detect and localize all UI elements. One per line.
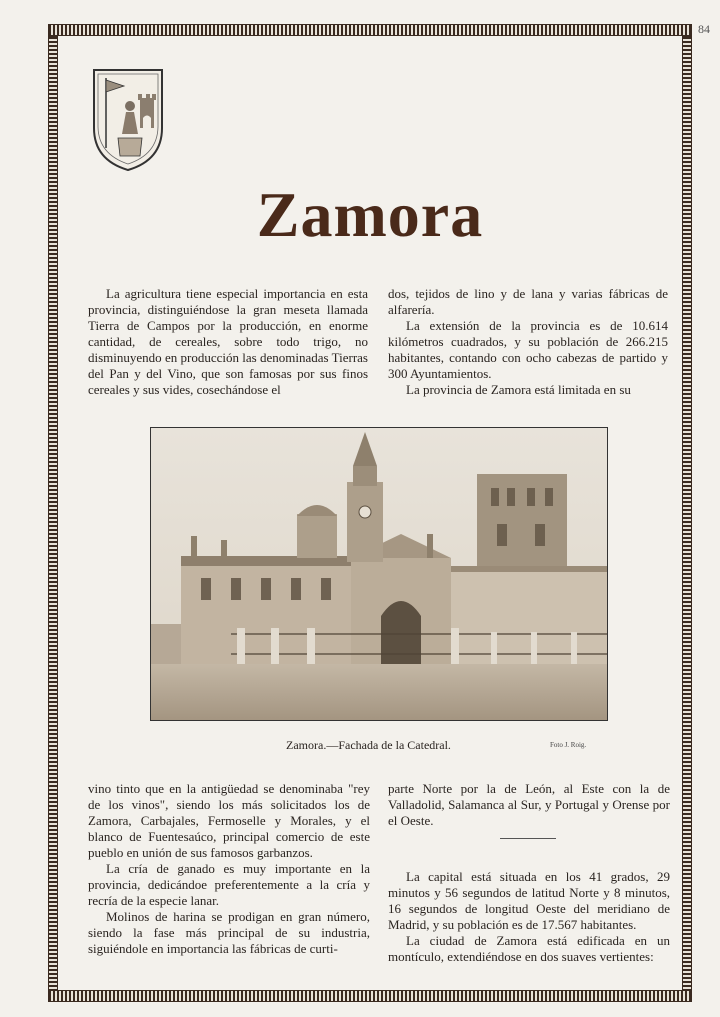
photo-caption: Zamora.—Fachada de la Catedral. bbox=[286, 738, 451, 752]
paragraph: vino tinto que en la antigüedad se denominaba "rey de los vinos", siendo los más solicitados los de Zamora, Carbajales, Fermoselle y Morales, y el blanco de Fuentesaúco, principal comercio de este pueblo en unión de sus famosos garbanzos. bbox=[88, 781, 370, 860]
paragraph: La agricultura tiene especial importancia en esta provincia, distinguiéndose la gran meseta llamada Tierra de Campos por la producción, en enorme cantidad, de cereales, sobre todo trigo, no disminuyendo en producción las denominadas Tierras del Pan y del Vino, que son famosas por sus finos cereales y sus vides, cosechándose el bbox=[88, 286, 368, 397]
article-column-top-left bbox=[88, 286, 368, 398]
decorative-border-bottom bbox=[48, 990, 692, 1002]
page-number: 84 bbox=[698, 22, 710, 36]
paragraph: La ciudad de Zamora está edificada en un montículo, extendiéndose en dos suaves vertientes: bbox=[388, 933, 670, 964]
paragraph: La provincia de Zamora está limitada en su bbox=[406, 382, 631, 397]
paragraph: Molinos de harina se prodigan en gran número, siendo la fase más principal de su industria, siguiéndole en importancia las fábricas de curti- bbox=[88, 909, 370, 956]
cathedral-photo bbox=[150, 427, 608, 721]
coat-of-arms-icon bbox=[90, 68, 166, 172]
article-column-bottom-right bbox=[388, 781, 670, 965]
paragraph: La extensión de la provincia es de 10.614 kilómetros cuadrados, y su población de 266.215 habitantes, contando con ocho cabezas de partido y 300 Ayuntamientos. bbox=[388, 318, 668, 381]
decorative-border-top bbox=[48, 24, 692, 36]
page-title: Zamora bbox=[256, 179, 484, 250]
section-divider bbox=[500, 838, 556, 839]
article-column-bottom-left bbox=[88, 781, 370, 957]
paragraph: La cría de ganado es muy importante en la provincia, dedicándoe preferentemente a la cría y recría de la especie lanar. bbox=[88, 861, 370, 908]
photo-credit: Foto J. Roig. bbox=[550, 741, 587, 749]
paragraph: parte Norte por la de León, al Este con la de Valladolid, Salamanca al Sur, y Portugal y Orense por el Oeste. bbox=[388, 781, 670, 828]
paragraph: La capital está situada en los 41 grados, 29 minutos y 56 segundos de latitud Norte y 8 minutos, 16 segundos de longitud Oeste del meridiano de Madrid, y su población es de 17.567 habitantes. bbox=[388, 869, 670, 932]
paragraph: dos, tejidos de lino y de lana y varias fábricas de alfarería. bbox=[388, 286, 668, 317]
article-column-top-right bbox=[388, 286, 668, 398]
